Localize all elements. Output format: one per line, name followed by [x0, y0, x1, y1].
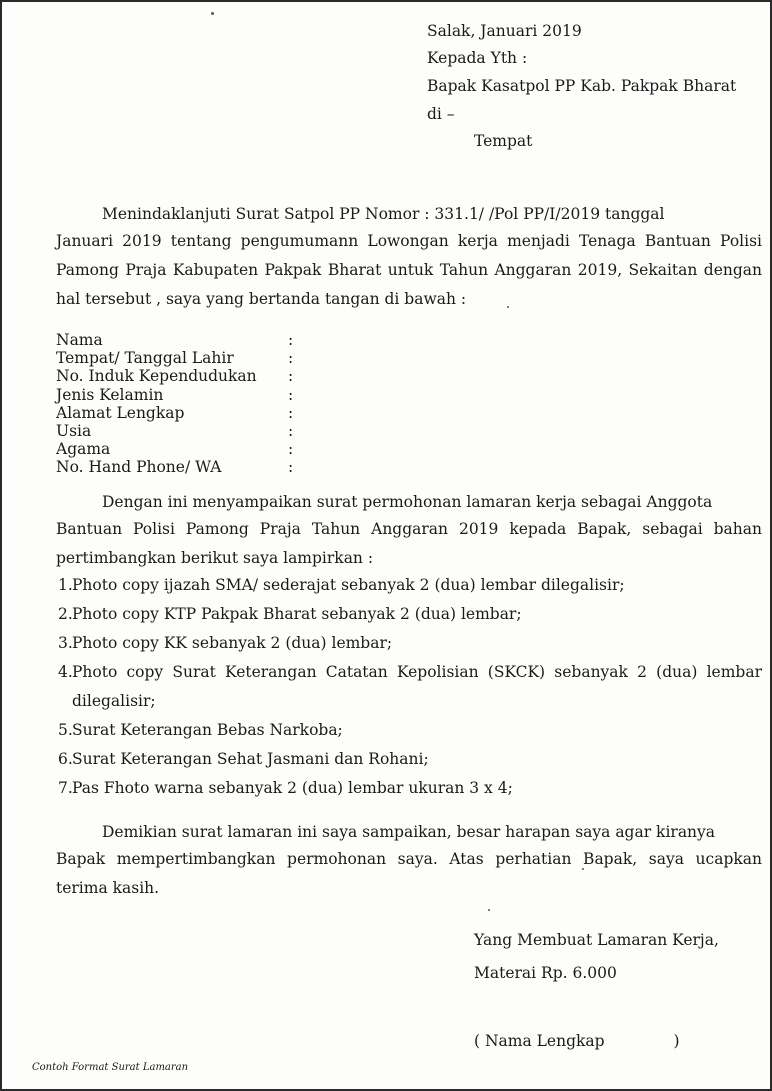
identity-label: No. Induk Kependudukan: [56, 367, 257, 386]
identity-row: [56, 458, 316, 476]
identity-colon: :: [288, 331, 294, 349]
signature-maker: Yang Membuat Lamaran Kerja,: [474, 931, 719, 949]
list-text: Pas Fhoto warna sebanyak 2 (dua) lembar ukuran 3 x 4;: [72, 779, 513, 797]
list-text: Photo copy KK sebanyak 2 (dua) lembar;: [72, 634, 393, 652]
identity-colon: :: [288, 421, 294, 440]
list-number: 6.: [58, 750, 73, 768]
scan-speck: [488, 909, 490, 911]
intro-first-line: Menindaklanjuti Surat Satpol PP Nomor : 331.1/ /Pol PP/I/2019 tanggal: [102, 205, 665, 223]
list-number: 7.: [58, 779, 73, 797]
identity-colon: :: [288, 367, 294, 386]
tempat-line: Tempat: [474, 132, 533, 150]
attachment-list: [58, 571, 762, 803]
identity-label: Alamat Lengkap: [56, 403, 185, 422]
list-number: 1.: [58, 576, 73, 594]
identity-label: Agama: [56, 440, 111, 459]
list-item: [58, 571, 762, 600]
scan-speck: [582, 868, 584, 870]
identity-row: [56, 349, 316, 367]
closing-paragraph: [56, 845, 762, 903]
identity-row: [56, 404, 316, 422]
request-rest-text: Bantuan Polisi Pamong Praja Tahun Anggaran 2019 kepada Bapak, sebagai bahan pertimbangkan berikut saya lampirkan :: [56, 520, 762, 567]
di-line: di –: [427, 105, 455, 123]
closing-rest-text: Bapak mempertimbangkan permohonan saya. Atas perhatian Bapak, saya ucapkan terima kasih.: [56, 850, 762, 897]
list-text: Surat Keterangan Bebas Narkoba;: [72, 721, 343, 739]
list-number: 3.: [58, 634, 73, 652]
list-item: [58, 600, 762, 629]
identity-colon: :: [288, 440, 294, 459]
list-number: 4.: [58, 663, 73, 681]
list-number: 2.: [58, 605, 73, 623]
footer-caption: Contoh Format Surat Lamaran: [32, 1062, 189, 1073]
request-first-line: Dengan ini menyampaikan surat permohonan lamaran kerja sebagai Anggota: [102, 493, 713, 511]
identity-colon: :: [288, 403, 294, 422]
list-text: Photo copy KTP Pakpak Bharat sebanyak 2 (dua) lembar;: [72, 605, 522, 623]
identity-label: No. Hand Phone/ WA: [56, 458, 222, 477]
request-paragraph: [56, 515, 762, 573]
identity-row: [56, 440, 316, 458]
identity-label: Usia: [56, 421, 92, 440]
scan-speck: [507, 306, 509, 308]
list-item: [58, 658, 762, 716]
closing-first-line: Demikian surat lamaran ini saya sampaikan, besar harapan saya agar kiranya: [102, 823, 716, 841]
identity-label: Nama: [56, 331, 103, 349]
identity-row: [56, 367, 316, 385]
scan-speck: [211, 12, 214, 15]
list-text: Photo copy Surat Keterangan Catatan Kepolisian (SKCK) sebanyak 2 (dua) lembar dilegalisir;: [72, 663, 762, 710]
list-text: Photo copy ijazah SMA/ sederajat sebanyak 2 (dua) lembar dilegalisir;: [72, 576, 625, 594]
list-item: [58, 629, 762, 658]
list-item: [58, 745, 762, 774]
recipient: Bapak Kasatpol PP Kab. Pakpak Bharat: [427, 77, 737, 95]
identity-label: Jenis Kelamin: [56, 385, 164, 404]
intro-paragraph: [56, 227, 762, 314]
identity-row: [56, 331, 316, 349]
identity-fields: [56, 331, 316, 477]
identity-colon: :: [288, 385, 294, 404]
identity-label: Tempat/ Tanggal Lahir: [56, 349, 234, 368]
kepada-label: Kepada Yth :: [427, 49, 528, 67]
identity-colon: :: [288, 458, 294, 477]
list-number: 5.: [58, 721, 73, 739]
intro-rest-text: Januari 2019 tentang pengumumann Lowongan kerja menjadi Tenaga Bantuan Polisi Pamong Praja Kabupaten Pakpak Bharat untuk Tahun Anggaran 2019, Sekaitan dengan hal tersebut , saya yang bertanda tangan di bawah :: [56, 232, 762, 308]
signature-name: ( Nama Lengkap ): [474, 1032, 680, 1050]
signature-materai: Materai Rp. 6.000: [474, 964, 617, 982]
date-line: Salak, Januari 2019: [427, 22, 582, 40]
identity-row: [56, 386, 316, 404]
list-text: Surat Keterangan Sehat Jasmani dan Rohani;: [72, 750, 429, 768]
list-item: [58, 716, 762, 745]
identity-row: [56, 422, 316, 440]
identity-colon: :: [288, 349, 294, 368]
list-item: [58, 774, 762, 803]
